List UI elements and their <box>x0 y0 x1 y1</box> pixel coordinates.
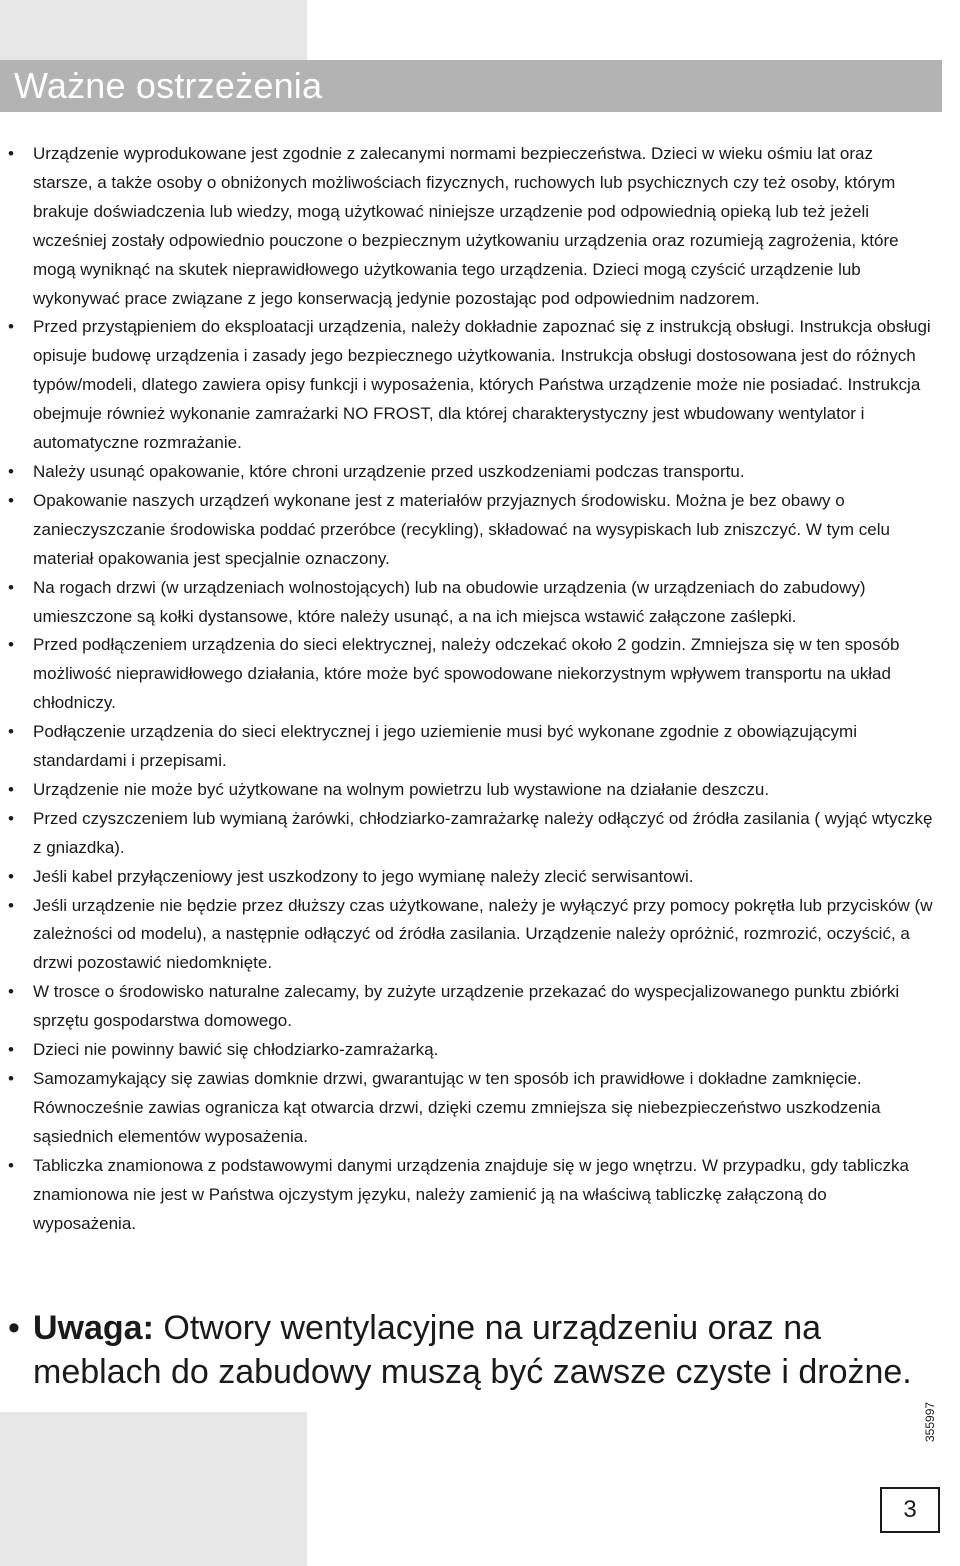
warning-text: Podłączenie urządzenia do sieci elektrycznej i jego uziemienie musi być wykonane zgodnie z obowiązującymi standardami i przepisami. <box>33 722 857 771</box>
list-item <box>8 1152 933 1239</box>
list-item <box>8 140 933 313</box>
bullet-icon: • <box>8 635 14 655</box>
bullet-icon: • <box>8 866 14 886</box>
warning-text: Dzieci nie powinny bawić się chłodziarko-zamrażarką. <box>33 1040 439 1060</box>
bullet-icon: • <box>8 490 14 510</box>
page-title: Ważne ostrzeżenia <box>14 65 323 106</box>
list-item <box>8 805 933 863</box>
warning-text: Przed podłączeniem urządzenia do sieci elektrycznej, należy odczekać około 2 godzin. Zmniejsza się w ten sposób możliwość nieprawidłowego działania, które może być spowodowane niekorzystnym wpływem transportu na układ chłodniczy. <box>33 635 900 713</box>
bullet-icon: • <box>8 1309 20 1347</box>
list-item <box>8 574 933 632</box>
warning-text: Tabliczka znamionowa z podstawowymi danymi urządzenia znajduje się w jego wnętrzu. W przypadku, gdy tabliczka znamionowa nie jest w Państwa ojczystym języku, należy zamienić ją na właściwą tabliczkę załączoną do wyposażenia. <box>33 1155 909 1233</box>
warning-text: Przed przystąpieniem do eksploatacji urządzenia, należy dokładnie zapoznać się z instrukcją obsługi. Instrukcja obsługi opisuje budowę urządzenia i zasady jego bezpiecznego użytkowania. Instrukcja obsługi dostosowana jest do różnych typów/modeli, dlatego zawiera opisy funkcji i wyposażenia, których Państwa urządzenie może nie posiadać. Instrukcja obejmuje również wykonanie zamrażarki NO FROST, dla której charakterystyczny jest wbudowany wentylator i automatyczne rozmrażanie. <box>33 317 931 453</box>
warning-text: Opakowanie naszych urządzeń wykonane jest z materiałów przyjaznych środowisku. Można je bez obawy o zanieczyszczanie środowiska poddać przeróbce (recykling), składować na wysypiskach lub zniszczyć. W tym celu materiał opakowania jest specjalnie oznaczony. <box>33 490 890 568</box>
list-item <box>8 487 933 574</box>
note-label: Uwaga: <box>33 1309 154 1347</box>
list-item <box>8 1065 933 1152</box>
document-code: 355997 <box>923 1401 937 1442</box>
list-item <box>8 458 933 487</box>
bullet-icon: • <box>8 895 14 915</box>
list-item <box>8 718 933 776</box>
list-item <box>8 631 933 718</box>
bullet-icon: • <box>8 1069 14 1088</box>
warning-text: Urządzenie nie może być użytkowane na wolnym powietrzu lub wystawione na działanie deszczu. <box>33 779 770 799</box>
warning-text: W trosce o środowisko naturalne zalecamy, by zużyte urządzenie przekazać do wyspecjalizowanego punktu zbiórki sprzętu gospodarstwa domowego. <box>33 982 900 1031</box>
warning-text: Jeśli kabel przyłączeniowy jest uszkodzony to jego wymianę należy zlecić serwisantowi. <box>33 866 694 886</box>
bullet-icon: • <box>8 982 14 1002</box>
page-number: 3 <box>880 1487 940 1533</box>
list-item <box>8 863 933 892</box>
important-note <box>8 1306 953 1394</box>
list-item <box>8 1036 933 1065</box>
warning-text: Na rogach drzwi (w urządzeniach wolnostojących) lub na obudowie urządzenia (w urządzeniach do zabudowy) umieszczone są kołki dystansowe, które należy usunąć, a na ich miejsca wstawić załączone zaślepki. <box>33 577 866 626</box>
bullet-icon: • <box>8 461 14 481</box>
warning-text: Przed czyszczeniem lub wymianą żarówki, chłodziarko-zamrażarkę należy odłączyć od źródła zasilania ( wyjąć wtyczkę z gniazdka). <box>33 808 933 857</box>
list-item <box>8 776 933 805</box>
bullet-icon: • <box>8 577 14 597</box>
warnings-list <box>8 140 933 1238</box>
list-item <box>8 313 933 458</box>
note-text: Otwory wentylacyjne na urządzeniu oraz na meblach do zabudowy muszą być zawsze czyste i drożne. <box>33 1309 912 1391</box>
bullet-icon: • <box>8 779 14 799</box>
bullet-icon: • <box>8 317 14 337</box>
warning-text: Należy usunąć opakowanie, które chroni urządzenie przed uszkodzeniami podczas transportu. <box>33 461 745 481</box>
bullet-icon: • <box>8 722 14 742</box>
bullet-icon: • <box>8 144 14 163</box>
warning-text: Samozamykający się zawias domknie drzwi, gwarantując w ten sposób ich prawidłowe i dokładne zamknięcie. Równocześnie zawias ogranicza kąt otwarcia drzwi, dzięki czemu zmniejsza się niebezpieczeństwo uszkodzenia sąsiednich elementów wyposażenia. <box>33 1069 881 1146</box>
title-bar <box>0 60 942 112</box>
warning-text: Jeśli urządzenie nie będzie przez dłuższy czas użytkowane, należy je wyłączyć przy pomocy pokrętła lub przycisków (w zależności od modelu), a następnie odłączyć od źródła zasilania. Urządzenie należy opróżnić, rozmrozić, oczyścić, a drzwi pozostawić niedomknięte. <box>33 895 933 973</box>
list-item <box>8 892 933 979</box>
bullet-icon: • <box>8 1040 14 1060</box>
warning-text: Urządzenie wyprodukowane jest zgodnie z zalecanymi normami bezpieczeństwa. Dzieci w wieku ośmiu lat oraz starsze, a także osoby o obniżonych możliwościach fizycznych, ruchowych lub psychicznych czy też osoby, którym brakuje doświadczenia lub wiedzy, mogą użytkować niniejsze urządzenie pod odpowiednią opieką lub też jeżeli wcześniej zostały odpowiednio pouczone o bezpiecznym użytkowaniu urządzenia oraz rozumieją zagrożenia, które mogą wyniknąć na skutek nieprawidłowego użytkowania tego urządzenia. Dzieci mogą czyścić urządzenie lub wykonywać prace związane z jego konserwacją jedynie pozostając pod odpowiednim nadzorem. <box>33 144 899 308</box>
list-item <box>8 978 933 1036</box>
bullet-icon: • <box>8 1155 14 1175</box>
bullet-icon: • <box>8 808 14 828</box>
